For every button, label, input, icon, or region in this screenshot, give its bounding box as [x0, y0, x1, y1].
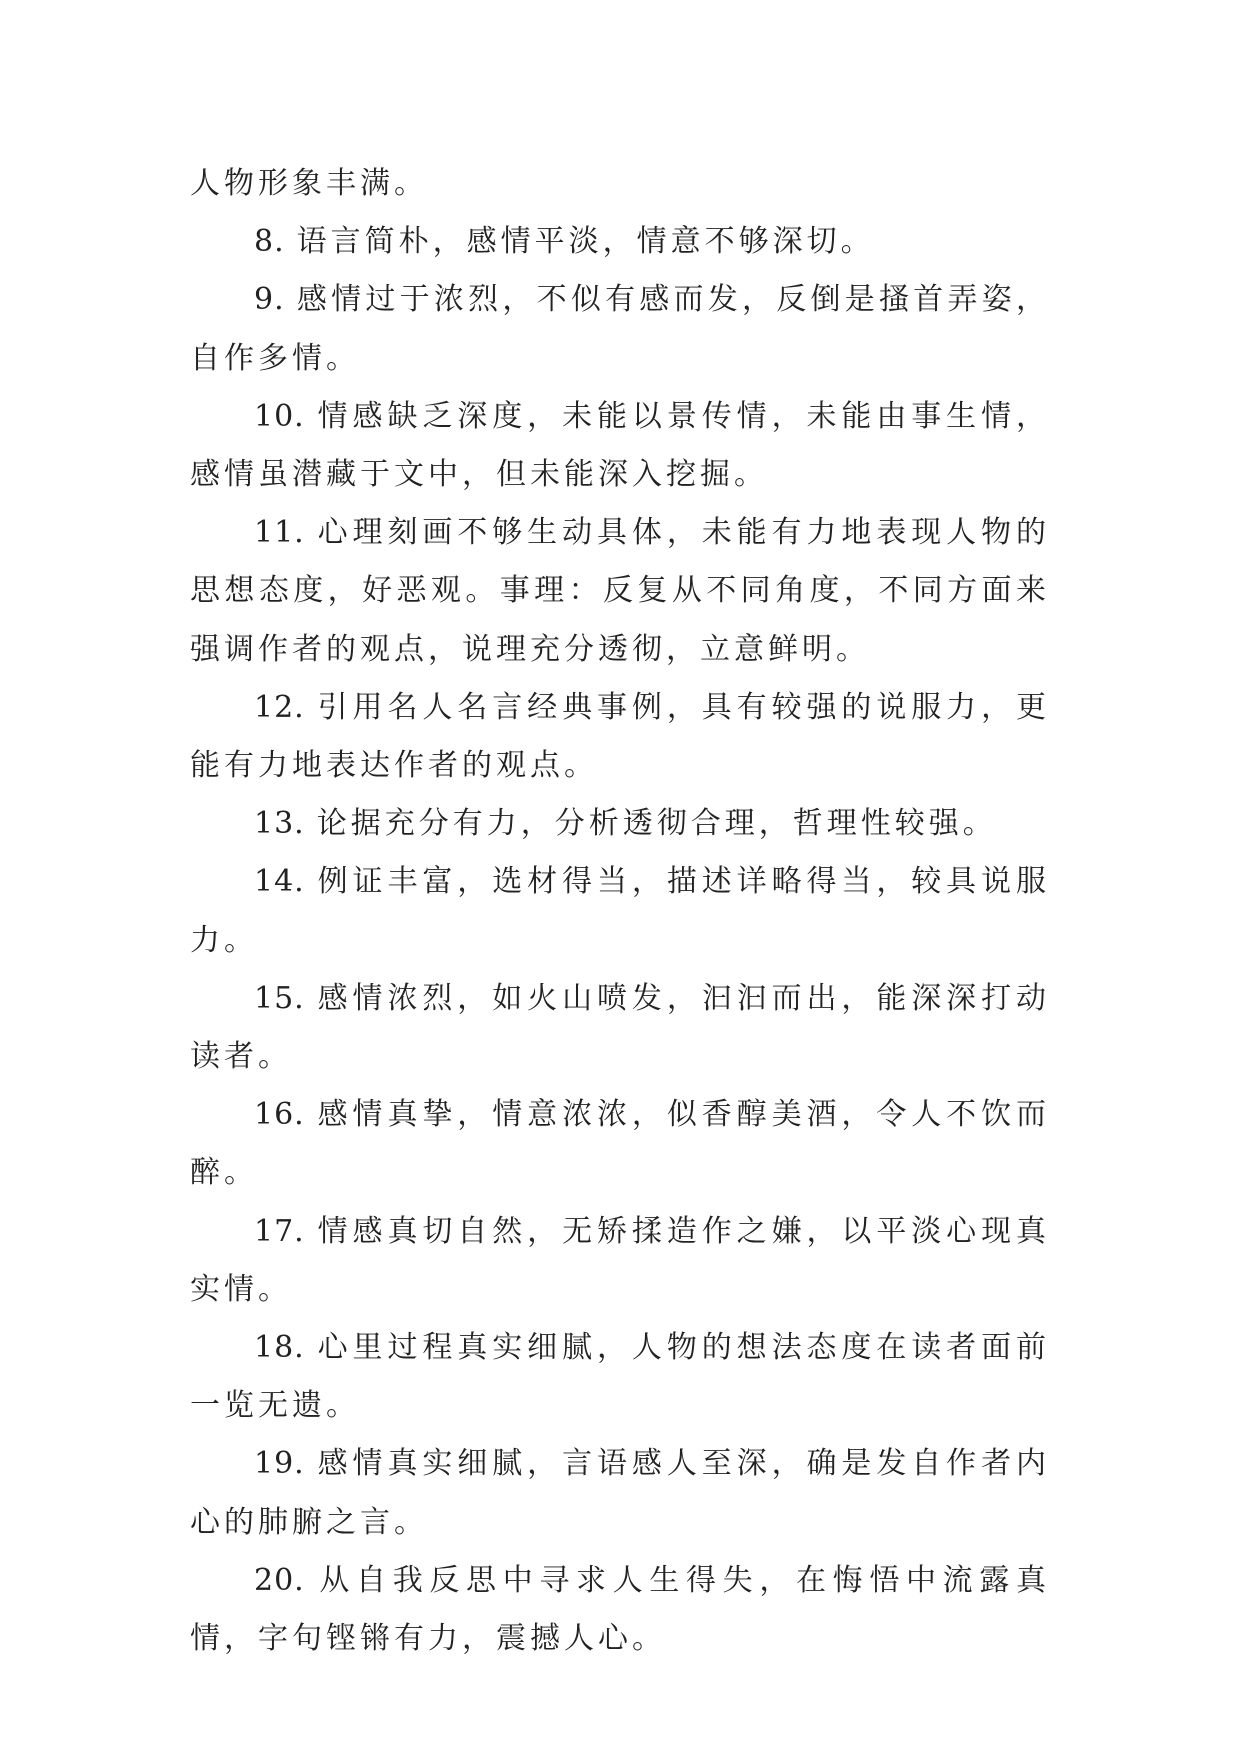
- paragraph-text: 引用名人名言经典事例，具有较强的说服力，更能有力地表达作者的观点。: [190, 689, 1050, 784]
- item-number: 12.: [254, 689, 305, 725]
- paragraph-item-20: [190, 1552, 1050, 1668]
- paragraph-text: 感情过于浓烈，不似有感而发，反倒是搔首弄姿，自作多情。: [190, 282, 1050, 376]
- paragraph-text: 情感缺乏深度，未能以景传情，未能由事生情，感情虽潜藏于文中，但未能深入挖掘。: [190, 398, 1050, 493]
- paragraph-continuation: [190, 155, 1050, 213]
- paragraph-text: 从自我反思中寻求人生得失，在悔悟中流露真情，字句铿锵有力，震撼人心。: [190, 1562, 1050, 1657]
- paragraph-item-19: [190, 1435, 1050, 1551]
- paragraph-item-9: [190, 271, 1050, 387]
- item-number: 14.: [254, 864, 305, 900]
- paragraph-text: 感情浓烈，如火山喷发，汩汩而出，能深深打动读者。: [190, 980, 1050, 1075]
- paragraph-text: 情感真切自然，无矫揉造作之嫌，以平淡心现真实情。: [190, 1213, 1050, 1307]
- paragraph-item-14: [190, 853, 1050, 969]
- item-number: 18.: [254, 1330, 305, 1366]
- item-number: 16.: [254, 1097, 305, 1133]
- paragraph-item-17: [190, 1203, 1050, 1319]
- paragraph-item-12: [190, 679, 1050, 795]
- paragraph-item-11: [190, 504, 1050, 679]
- item-number: 13.: [254, 806, 305, 842]
- paragraph-item-15: [190, 970, 1050, 1086]
- paragraph-text: 论据充分有力，分析透彻合理，哲理性较强。: [316, 806, 997, 842]
- item-number: 19.: [254, 1446, 305, 1482]
- item-number: 9.: [254, 282, 285, 318]
- item-number: 15.: [254, 980, 305, 1016]
- item-number: 17.: [254, 1213, 305, 1249]
- item-number: 11.: [254, 515, 305, 551]
- item-number: 20.: [254, 1562, 305, 1598]
- paragraph-text: 心理刻画不够生动具体，未能有力地表现人物的思想态度，好恶观。事理：反复从不同角度，不同方面来强调作者的观点，说理充分透彻，立意鲜明。: [190, 515, 1050, 667]
- paragraph-text: 心里过程真实细腻，人物的想法态度在读者面前一览无遗。: [190, 1330, 1050, 1424]
- body-text: [190, 155, 1050, 1668]
- paragraph-item-10: [190, 388, 1050, 504]
- item-number: 10.: [254, 398, 305, 434]
- paragraph-text: 语言简朴，感情平淡，情意不够深切。: [296, 224, 875, 260]
- paragraph-item-18: [190, 1319, 1050, 1435]
- item-number: 8.: [254, 224, 285, 260]
- paragraph-text: 人物形象丰满。: [190, 166, 428, 201]
- paragraph-text: 感情真实细腻，言语感人至深，确是发自作者内心的肺腑之言。: [190, 1446, 1050, 1540]
- paragraph-text: 例证丰富，选材得当，描述详略得当，较具说服力。: [190, 864, 1050, 958]
- paragraph-item-8: [190, 213, 1050, 271]
- paragraph-item-16: [190, 1086, 1050, 1202]
- paragraph-item-13: [190, 795, 1050, 853]
- paragraph-text: 感情真挚，情意浓浓，似香醇美酒，令人不饮而醉。: [190, 1097, 1050, 1191]
